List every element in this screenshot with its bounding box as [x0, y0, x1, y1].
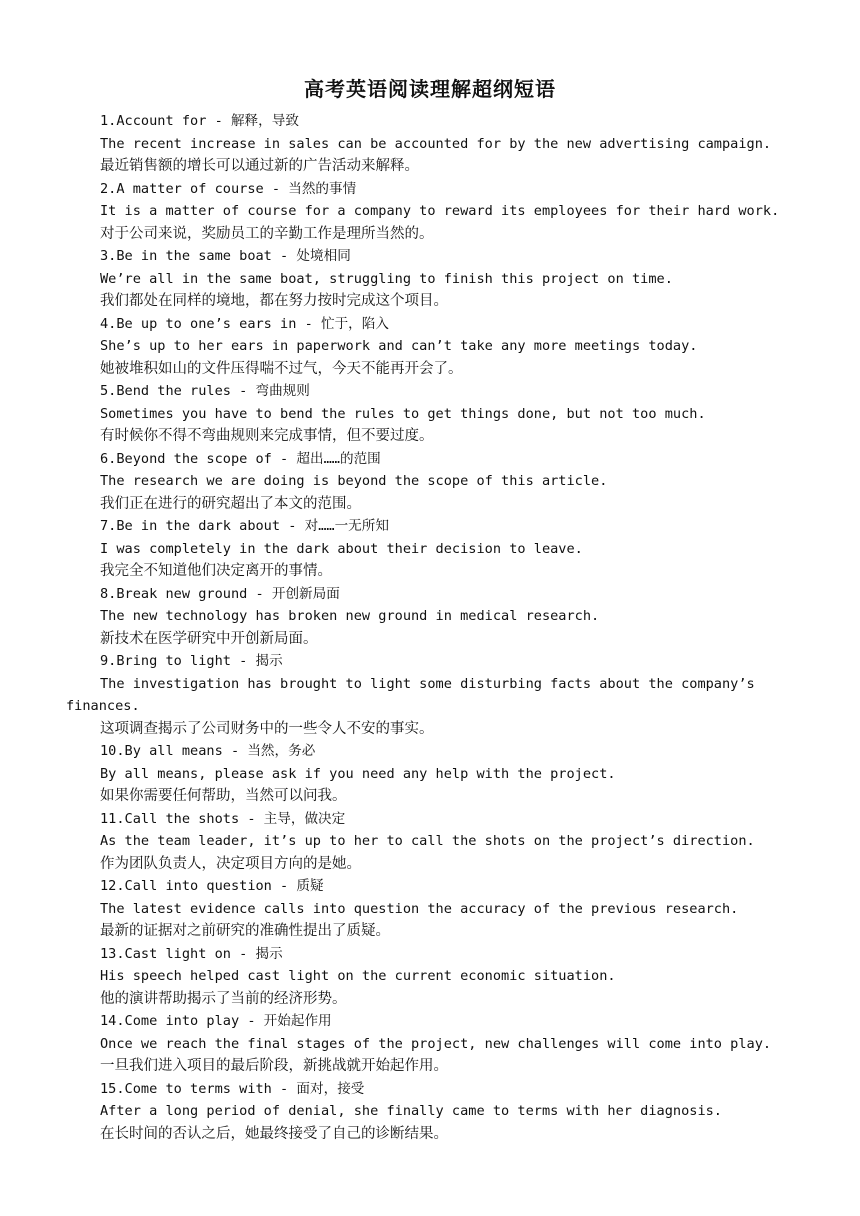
example-sentence-english: I was completely in the dark about their decision to leave.	[100, 540, 583, 557]
phrase-heading: 12.Call into question - 质疑	[100, 878, 324, 894]
example-sentence-chinese: 我完全不知道他们决定离开的事情。	[100, 563, 332, 579]
example-sentence-english: As the team leader, it’s up to her to call the shots on the project’s direction.	[100, 833, 755, 849]
example-sentence-chinese: 有时候你不得不弯曲规则来完成事情，但不要过度。	[100, 428, 434, 444]
phrase-entry	[66, 245, 794, 313]
page-title: 高考英语阅读理解超纲短语	[304, 77, 556, 101]
example-sentence-english: It is a matter of course for a company to reward its employees for their hard work.	[100, 203, 780, 219]
phrase-entry	[66, 875, 794, 943]
example-sentence-english: The investigation has brought to light some disturbing facts about the company’s finances.	[66, 675, 763, 714]
example-sentence-english: By all means, please ask if you need any help with the project.	[100, 765, 616, 782]
phrase-entry	[66, 808, 794, 876]
phrase-entry	[66, 178, 794, 246]
example-sentence-chinese: 如果你需要任何帮助，当然可以问我。	[100, 788, 347, 804]
example-sentence-chinese: 这项调查揭示了公司财务中的一些令人不安的事实。	[100, 720, 434, 737]
phrase-entry	[66, 515, 794, 583]
phrase-heading: 11.Call the shots - 主导，做决定	[100, 810, 346, 827]
phrase-heading: 6.Beyond the scope of - 超出……的范围	[100, 450, 381, 467]
example-sentence-english: She’s up to her ears in paperwork and can’t take any more meetings today.	[100, 338, 698, 354]
example-sentence-chinese: 最近销售额的增长可以通过新的广告活动来解释。	[100, 158, 419, 174]
phrase-heading: 13.Cast light on - 揭示	[100, 945, 283, 962]
example-sentence-chinese: 我们都处在同样的境地，都在努力按时完成这个项目。	[100, 293, 448, 309]
phrase-heading: 7.Be in the dark about - 对……一无所知	[100, 518, 389, 534]
phrase-heading: 14.Come into play - 开始起作用	[100, 1013, 332, 1029]
phrase-heading: 5.Bend the rules - 弯曲规则	[100, 383, 310, 399]
example-sentence-english: The latest evidence calls into question the accuracy of the previous research.	[100, 900, 739, 917]
example-sentence-english: Sometimes you have to bend the rules to get things done, but not too much.	[100, 405, 706, 422]
example-sentence-chinese: 在长时间的否认之后，她最终接受了自己的诊断结果。	[100, 1125, 448, 1142]
phrase-list	[66, 110, 794, 1145]
phrase-heading: 8.Break new ground - 开创新局面	[100, 585, 340, 602]
example-sentence-chinese: 新技术在医学研究中开创新局面。	[100, 630, 318, 647]
example-sentence-chinese: 一旦我们进入项目的最后阶段，新挑战就开始起作用。	[100, 1058, 448, 1074]
example-sentence-english: The research we are doing is beyond the scope of this article.	[100, 473, 608, 489]
phrase-entry	[66, 740, 794, 808]
phrase-entry	[66, 1078, 794, 1146]
phrase-heading: 1.Account for - 解释，导致	[100, 113, 299, 129]
phrase-entry	[66, 380, 794, 448]
example-sentence-english: The new technology has broken new ground in medical research.	[100, 608, 600, 624]
phrase-entry	[66, 313, 794, 381]
example-sentence-chinese: 他的演讲帮助揭示了当前的经济形势。	[100, 990, 347, 1007]
phrase-entry	[66, 583, 794, 651]
example-sentence-chinese: 最新的证据对之前研究的准确性提出了质疑。	[100, 923, 390, 939]
example-sentence-chinese: 对于公司来说，奖励员工的辛勤工作是理所当然的。	[100, 225, 434, 242]
phrase-entry	[66, 448, 794, 516]
phrase-heading: 3.Be in the same boat - 处境相同	[100, 248, 351, 264]
phrase-heading: 9.Bring to light - 揭示	[100, 653, 283, 669]
example-sentence-english: Once we reach the final stages of the project, new challenges will come into play.	[100, 1035, 772, 1052]
example-sentence-chinese: 她被堆积如山的文件压得喘不过气，今天不能再开会了。	[100, 360, 463, 377]
phrase-entry	[66, 110, 794, 178]
phrase-entry	[66, 943, 794, 1011]
example-sentence-english: His speech helped cast light on the current economic situation.	[100, 968, 616, 984]
phrase-entry	[66, 650, 794, 740]
example-sentence-english: After a long period of denial, she finally came to terms with her diagnosis.	[100, 1103, 722, 1119]
phrase-entry	[66, 1010, 794, 1078]
phrase-heading: 4.Be up to one’s ears in - 忙于，陷入	[100, 315, 389, 332]
example-sentence-english: The recent increase in sales can be accounted for by the new advertising campaign.	[100, 135, 772, 152]
example-sentence-english: We’re all in the same boat, struggling to finish this project on time.	[100, 270, 673, 287]
phrase-heading: 10.By all means - 当然，务必	[100, 743, 316, 759]
phrase-heading: 15.Come to terms with - 面对，接受	[100, 1080, 365, 1097]
phrase-heading: 2.A matter of course - 当然的事情	[100, 180, 357, 197]
example-sentence-chinese: 我们正在进行的研究超出了本文的范围。	[100, 495, 361, 512]
example-sentence-chinese: 作为团队负责人，决定项目方向的是她。	[100, 855, 361, 872]
